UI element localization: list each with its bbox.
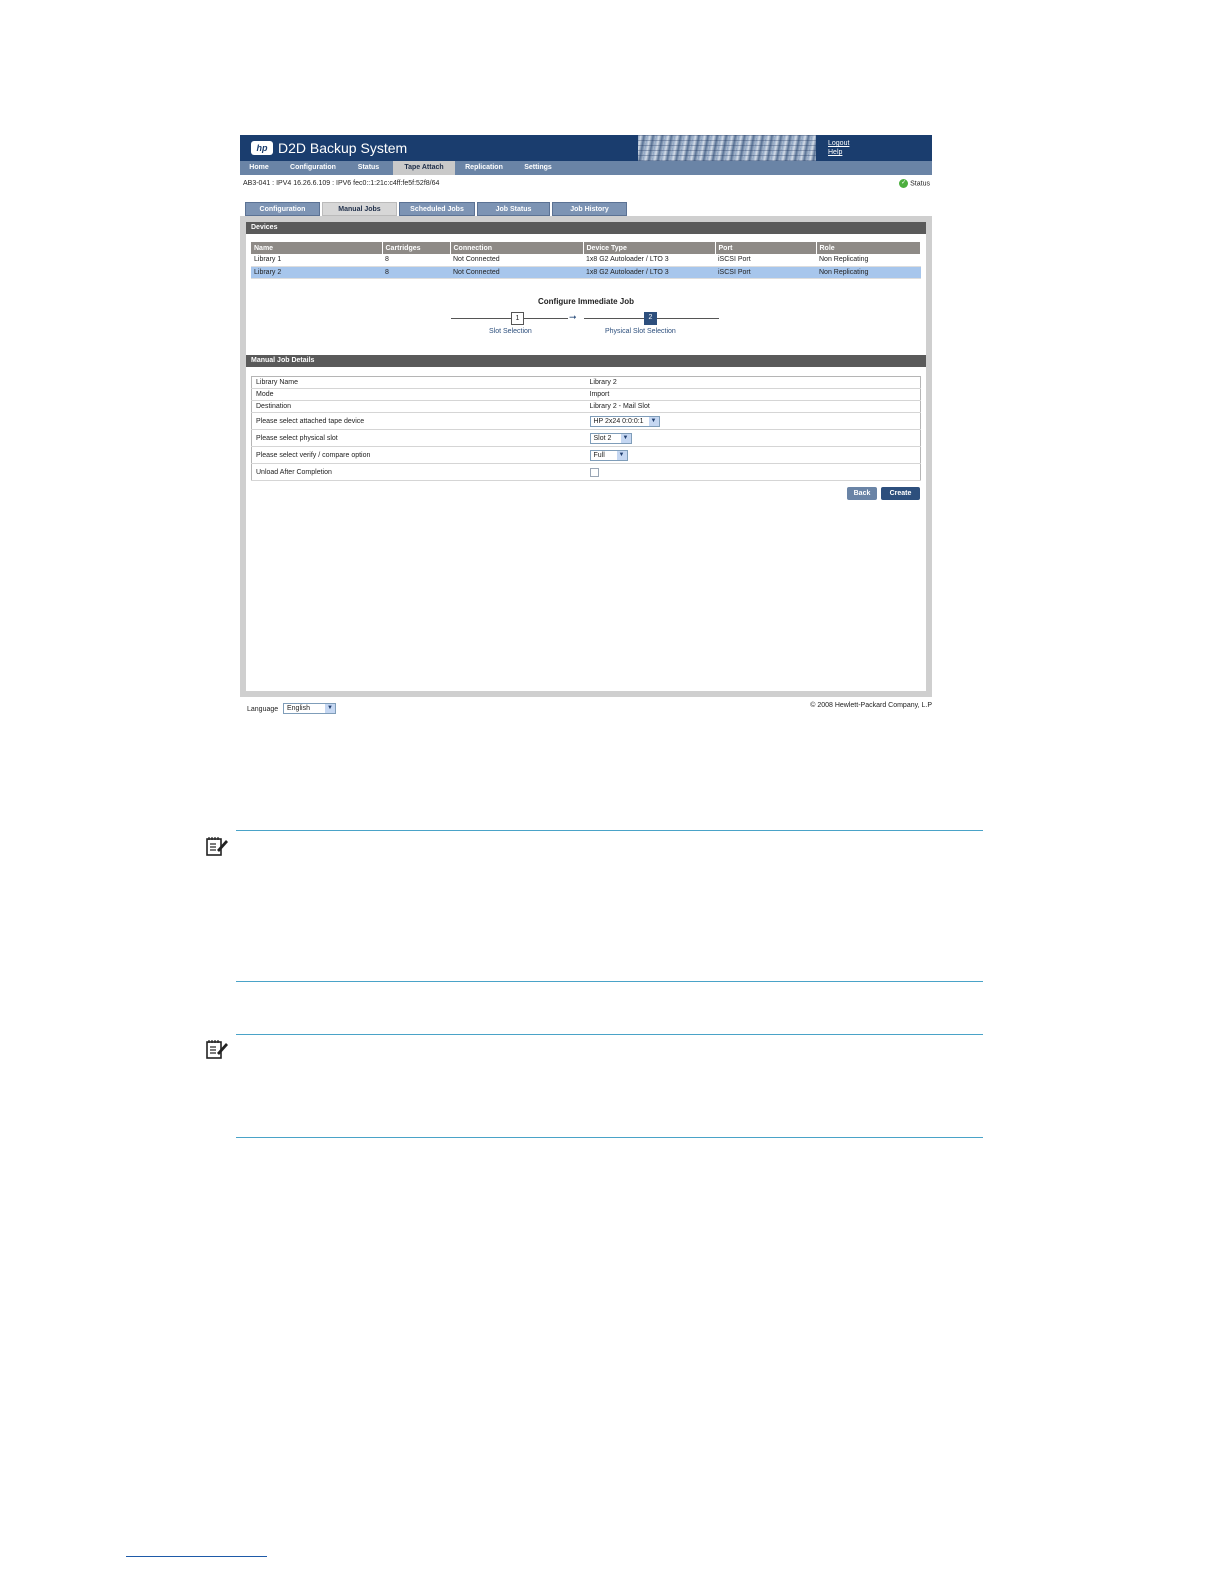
host-info-bar — [240, 179, 932, 191]
content-area — [246, 222, 926, 691]
arrow-right-icon: ➞ — [569, 312, 577, 322]
physical-slot-cell — [586, 430, 921, 447]
detail-row-physical-slot — [252, 430, 921, 447]
detail-row-unload — [252, 464, 921, 481]
wizard-step-2-label: Physical Slot Selection — [605, 328, 676, 335]
note-bottom-rule — [236, 981, 983, 982]
banner — [240, 135, 932, 161]
tape-device-value: HP 2x24 0:0:0:1 — [593, 417, 644, 425]
cell-cartridges: 8 — [382, 266, 450, 278]
building-banner-image — [638, 135, 816, 161]
cell-connection: Not Connected — [450, 266, 583, 278]
verify-option-select[interactable] — [590, 450, 628, 461]
verify-option-value: Full — [593, 451, 605, 459]
note-bottom-rule — [236, 1137, 983, 1138]
help-link[interactable]: Help — [828, 149, 843, 156]
menu-settings[interactable]: Settings — [524, 164, 552, 171]
menu-status[interactable]: Status — [357, 164, 380, 171]
cell-cartridges: 8 — [382, 254, 450, 266]
verify-option-label: Please select verify / compare option — [252, 447, 586, 464]
create-button[interactable]: Create — [881, 487, 920, 500]
note-top-rule — [236, 830, 983, 831]
chevron-down-icon: ▼ — [649, 417, 659, 426]
app-footer — [240, 702, 932, 718]
status-label: Status — [910, 180, 930, 188]
copyright: © 2008 Hewlett-Packard Company, L.P — [810, 702, 932, 709]
destination-value: Library 2 - Mail Slot — [586, 401, 921, 413]
tab-scheduled-jobs[interactable]: Scheduled Jobs — [399, 202, 475, 216]
destination-label: Destination — [252, 401, 586, 413]
library-name-label: Library Name — [252, 377, 586, 389]
language-label: Language — [247, 706, 279, 713]
cell-name: Library 1 — [251, 254, 382, 266]
note-top-rule — [236, 1034, 983, 1035]
tab-job-history[interactable]: Job History — [552, 202, 627, 216]
column-header-name[interactable]: Name — [251, 242, 382, 254]
tab-manual-jobs[interactable]: Manual Jobs — [322, 202, 397, 216]
page-footer-rule — [126, 1556, 267, 1557]
table-row-selected[interactable] — [251, 266, 921, 278]
cell-role: Non Replicating — [816, 266, 921, 278]
column-header-connection[interactable]: Connection — [450, 242, 583, 254]
menu-home[interactable]: Home — [249, 164, 269, 171]
wizard-line — [451, 318, 511, 319]
physical-slot-label: Please select physical slot — [252, 430, 586, 447]
column-header-device-type[interactable]: Device Type — [583, 242, 715, 254]
manual-job-details-table — [251, 376, 921, 481]
devices-section-header: Devices — [246, 222, 926, 234]
hp-logo: hp — [251, 141, 273, 155]
logout-link[interactable]: Logout — [828, 140, 850, 147]
cell-port: iSCSI Port — [715, 254, 816, 266]
top-links — [828, 139, 849, 157]
chevron-down-icon: ▼ — [617, 451, 627, 460]
chevron-down-icon: ▼ — [621, 434, 631, 443]
unload-checkbox[interactable] — [590, 468, 599, 477]
physical-slot-value: Slot 2 — [593, 434, 612, 442]
table-row[interactable] — [251, 254, 921, 266]
wizard-line — [524, 318, 568, 319]
host-info: AB3-041 : IPV4 16.26.6.109 : IPV6 fec0::1:21c:c4ff:fe5f:52f8/64 — [243, 180, 440, 187]
language-select[interactable] — [283, 703, 336, 714]
wizard-step-1[interactable]: 1 — [511, 312, 524, 325]
check-circle-icon: ✓ — [901, 180, 907, 186]
tape-device-cell — [586, 413, 921, 430]
cell-port: iSCSI Port — [715, 266, 816, 278]
mode-value: Import — [586, 389, 921, 401]
detail-row-destination — [252, 401, 921, 413]
tab-job-status[interactable]: Job Status — [477, 202, 550, 216]
back-button[interactable]: Back — [847, 487, 877, 500]
wizard-progress — [451, 308, 721, 338]
cell-device-type: 1x8 G2 Autoloader / LTO 3 — [583, 266, 715, 278]
menu-tape-attach[interactable]: Tape Attach — [393, 161, 455, 175]
cell-role: Non Replicating — [816, 254, 921, 266]
mode-label: Mode — [252, 389, 586, 401]
main-menu — [240, 161, 932, 175]
tape-device-select[interactable] — [590, 416, 660, 427]
wizard-line — [657, 318, 719, 319]
content-panel — [240, 216, 932, 697]
menu-configuration[interactable]: Configuration — [290, 164, 336, 171]
cell-connection: Not Connected — [450, 254, 583, 266]
column-header-role[interactable]: Role — [816, 242, 921, 254]
tab-configuration[interactable]: Configuration — [245, 202, 320, 216]
column-header-cartridges[interactable]: Cartridges — [382, 242, 450, 254]
physical-slot-select[interactable] — [590, 433, 632, 444]
detail-row-library-name — [252, 377, 921, 389]
language-value: English — [287, 705, 310, 712]
note-icon — [205, 835, 229, 857]
library-name-value: Library 2 — [586, 377, 921, 389]
tape-device-label: Please select attached tape device — [252, 413, 586, 430]
wizard-line — [584, 318, 644, 319]
unload-cell — [586, 464, 921, 481]
detail-row-tape-device — [252, 413, 921, 430]
detail-row-verify — [252, 447, 921, 464]
devices-header-row — [251, 242, 921, 254]
wizard-step-2: 2 — [644, 312, 657, 325]
wizard-title: Configure Immediate Job — [537, 297, 634, 306]
app-title: D2D Backup System — [278, 140, 408, 156]
chevron-down-icon: ▼ — [325, 704, 335, 713]
cell-device-type: 1x8 G2 Autoloader / LTO 3 — [583, 254, 715, 266]
note-icon — [205, 1038, 229, 1060]
manual-job-details-header: Manual Job Details — [246, 355, 926, 367]
wizard-step-1-label[interactable]: Slot Selection — [489, 328, 532, 335]
menu-replication[interactable]: Replication — [465, 164, 503, 171]
status-indicator[interactable] — [899, 179, 930, 188]
unload-label: Unload After Completion — [252, 464, 586, 481]
d2d-web-ui-screenshot — [240, 135, 932, 720]
verify-option-cell — [586, 447, 921, 464]
column-header-port[interactable]: Port — [715, 242, 816, 254]
devices-table — [251, 242, 921, 279]
detail-row-mode — [252, 389, 921, 401]
cell-name: Library 2 — [251, 266, 382, 278]
